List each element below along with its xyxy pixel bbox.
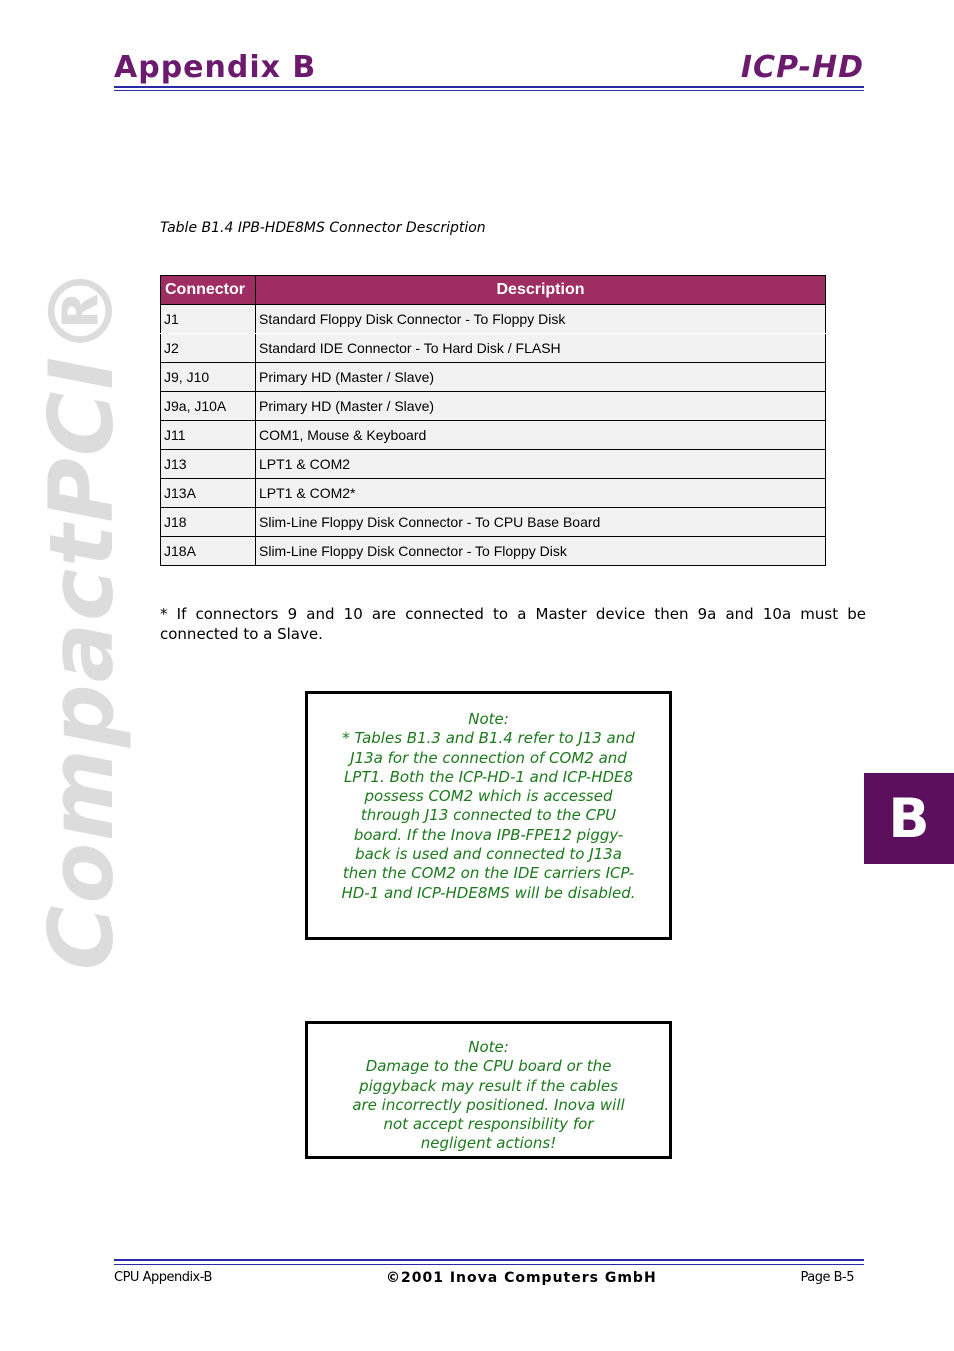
description-cell: LPT1 & COM2* — [256, 479, 826, 508]
description-cell: Slim-Line Floppy Disk Connector - To Floppy Disk — [256, 537, 826, 566]
table-caption: Table B1.4 IPB-HDE8MS Connector Description — [160, 220, 486, 236]
connector-cell: J1 — [161, 305, 256, 334]
column-header-connector: Connector — [161, 276, 256, 305]
header-title-right: ICP-HD — [740, 50, 864, 85]
connector-cell: J2 — [161, 334, 256, 363]
table-footnote: * If connectors 9 and 10 are connected to a Master device then 9a and 10a must be connected to a Slave. — [160, 605, 866, 643]
table-row — [161, 508, 826, 537]
table-row — [161, 305, 826, 334]
note-box-com2 — [305, 691, 672, 940]
table-header-row — [161, 276, 826, 305]
connector-cell: J18 — [161, 508, 256, 537]
compactpci-watermark: CompactPCI® — [30, 264, 133, 970]
connector-cell: J9, J10 — [161, 363, 256, 392]
note-body: * Tables B1.3 and B1.4 refer to J13 and J13a for the connection of COM2 and LPT1. Both the ICP-HD-1 and ICP-HDE8 possess COM2 which is accessed through J13 connected to the CPU board. If the Inova IPB-FPE12 piggy-back is used and connected to J13a then the COM2 on the IDE carriers ICP-HD-1 and ICP-HDE8MS will be disabled. — [341, 729, 636, 902]
appendix-side-tab: B — [864, 773, 954, 864]
description-cell: COM1, Mouse & Keyboard — [256, 421, 826, 450]
connector-cell: J18A — [161, 537, 256, 566]
description-cell: Primary HD (Master / Slave) — [256, 392, 826, 421]
connector-cell: J13 — [161, 450, 256, 479]
header-rule — [114, 86, 864, 88]
header-rule-thin — [114, 90, 864, 91]
description-cell: Primary HD (Master / Slave) — [256, 363, 826, 392]
table-row — [161, 479, 826, 508]
description-cell: Standard Floppy Disk Connector - To Floppy Disk — [256, 305, 826, 334]
note-body: Damage to the CPU board or the piggyback may result if the cables are incorrectly positioned. Inova will not accept responsibility for negligent actions! — [352, 1057, 625, 1153]
table-row — [161, 334, 826, 363]
table-row — [161, 421, 826, 450]
footer-page-number: Page B-5 — [800, 1270, 854, 1285]
footer-copyright: ©2001 Inova Computers GmbH — [386, 1270, 657, 1286]
header-title-left: Appendix B — [114, 50, 317, 85]
description-cell: Slim-Line Floppy Disk Connector - To CPU Base Board — [256, 508, 826, 537]
connector-cell: J9a, J10A — [161, 392, 256, 421]
connector-cell: J11 — [161, 421, 256, 450]
description-cell: Standard IDE Connector - To Hard Disk / FLASH — [256, 334, 826, 363]
note-title: Note: — [468, 1038, 509, 1056]
connector-cell: J13A — [161, 479, 256, 508]
note-title: Note: — [468, 710, 509, 728]
table-row — [161, 363, 826, 392]
connector-table — [160, 275, 826, 566]
note-box-damage-warning — [305, 1021, 672, 1159]
table-row — [161, 537, 826, 566]
description-cell: LPT1 & COM2 — [256, 450, 826, 479]
table-row — [161, 392, 826, 421]
footer-rule-thin — [114, 1264, 864, 1265]
footer-section-label: CPU Appendix-B — [114, 1270, 212, 1285]
table-row — [161, 450, 826, 479]
footer-rule — [114, 1259, 864, 1261]
column-header-description: Description — [256, 276, 826, 305]
